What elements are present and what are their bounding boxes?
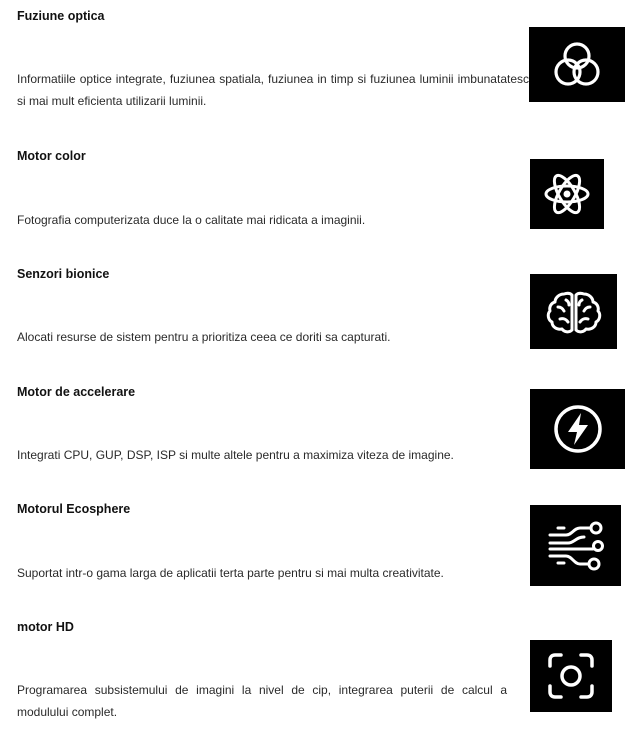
feature-title: Motor color bbox=[17, 149, 86, 163]
feature-title: Motorul Ecosphere bbox=[17, 502, 131, 516]
lightning-bolt-icon bbox=[530, 389, 625, 469]
feature-title: Senzori bionice bbox=[17, 267, 110, 281]
circuit-lines-icon bbox=[530, 505, 621, 586]
feature-description: Suportat intr-o gama larga de aplicatii terta parte pentru si mai multa creativitate. bbox=[17, 566, 444, 580]
feature-title: Motor de accelerare bbox=[17, 385, 136, 399]
feature-description: Fotografia computerizata duce la o calitate mai ridicata a imaginii. bbox=[17, 213, 366, 227]
atom-icon bbox=[530, 159, 604, 229]
camera-focus-icon bbox=[530, 640, 612, 712]
feature-description: Integrati CPU, GUP, DSP, ISP si multe altele pentru a maximiza viteza de imagine. bbox=[17, 448, 454, 462]
feature-title: Fuziune optica bbox=[17, 9, 105, 23]
three-circles-icon bbox=[529, 27, 625, 102]
feature-title: motor HD bbox=[17, 620, 74, 634]
feature-description: Alocati resurse de sistem pentru a prioritiza ceea ce doriti sa capturati. bbox=[17, 330, 391, 344]
brain-icon bbox=[530, 274, 617, 349]
feature-description: Informatiile optice integrate, fuziunea spatiala, fuziunea in timp si fuziunea luminii imbunatatesc si mai mult eficienta utilizarii luminii. bbox=[17, 72, 529, 108]
feature-description: Programarea subsistemului de imagini la nivel de cip, integrarea puterii de calcul a modulului complet. bbox=[17, 683, 507, 719]
